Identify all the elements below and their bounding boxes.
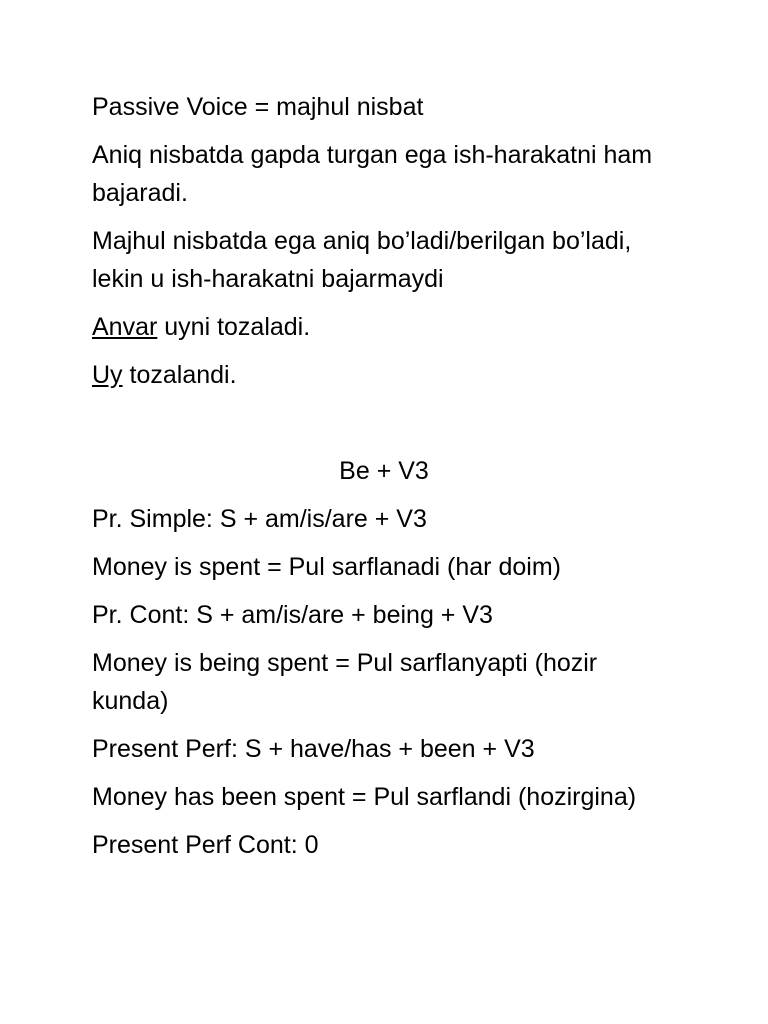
present-simple-rule: Pr. Simple: S + am/is/are + V3 (92, 505, 427, 533)
present-perfect-continuous-rule: Present Perf Cont: 0 (92, 831, 319, 859)
title-line: Passive Voice = majhul nisbat (92, 93, 424, 121)
present-perfect-rule: Present Perf: S + have/has + been + V3 (92, 735, 535, 763)
present-continuous-rule: Pr. Cont: S + am/is/are + being + V3 (92, 601, 493, 629)
active-voice-explanation: Aniq nisbatda gapda turgan ega ish-harakatni ham bajaradi. (92, 141, 653, 207)
present-perfect-example: Money has been spent = Pul sarflandi (hozirgina) (92, 783, 637, 811)
passive-example (92, 356, 676, 394)
active-example (92, 308, 676, 346)
document-body (92, 88, 676, 874)
passive-example-subject: Uy (92, 361, 123, 389)
present-continuous-example: Money is being spent = Pul sarflanyapti (hozir kunda) (92, 649, 598, 715)
blank-line (92, 404, 676, 442)
passive-voice-explanation: Majhul nisbatda ega aniq bo’ladi/berilgan bo’ladi, lekin u ish-harakatni bajarmaydi (92, 227, 632, 293)
passive-example-rest: tozalandi. (122, 361, 237, 389)
present-simple-example: Money is spent = Pul sarflanadi (har doim) (92, 553, 561, 581)
active-example-rest: uyni tozaladi. (157, 313, 311, 341)
active-example-subject: Anvar (92, 313, 158, 341)
formula-heading: Be + V3 (339, 457, 429, 485)
